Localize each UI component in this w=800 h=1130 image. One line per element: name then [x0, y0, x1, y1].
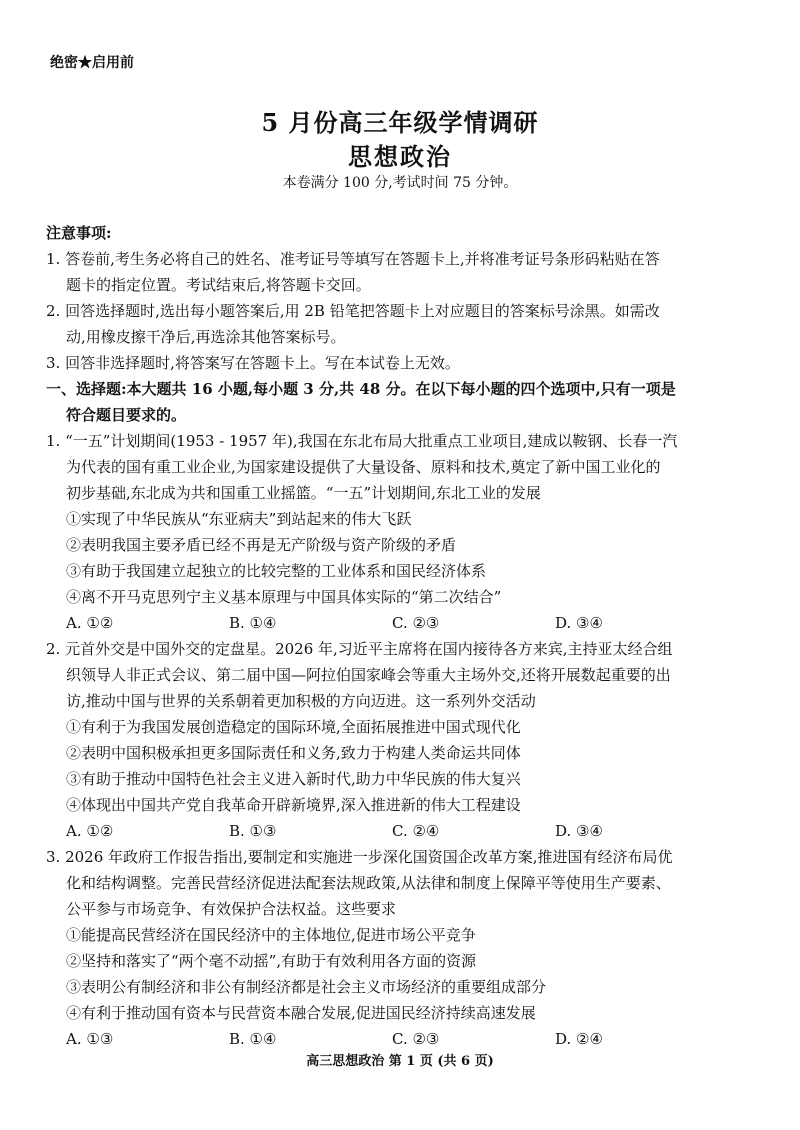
choice-b: B. ①④ — [229, 1030, 277, 1048]
choice-d: D. ③④ — [555, 822, 603, 840]
answer-choices — [46, 1026, 766, 1052]
question-option: ②表明中国积极承担更多国际责任和义务,致力于构建人类命运共同体 — [66, 744, 521, 762]
choice-d: D. ②④ — [555, 1030, 603, 1048]
exam-info: 本卷满分 100 分,考试时间 75 分钟。 — [282, 175, 518, 191]
answer-choices — [46, 610, 766, 636]
question-stem: 2. 元首外交是中国外交的定盘星。2026 年,习近平主席将在国内接待各方来宾,主持亚太经合组 — [46, 640, 673, 658]
subject-title: 思想政治 — [348, 142, 452, 171]
choice-c: C. ②③ — [392, 614, 440, 632]
question-option: ③表明公有制经济和非公有制经济都是社会主义市场经济的重要组成部分 — [66, 978, 547, 996]
question-option: ①有利于为我国发展创造稳定的国际环境,全面拓展推进中国式现代化 — [66, 718, 521, 736]
question-3 — [46, 844, 766, 1052]
notes-title: 注意事项: — [46, 224, 112, 242]
question-option: ④离不开马克思列宁主义基本原理与中国具体实际的“第二次结合” — [66, 588, 502, 606]
choice-b: B. ①③ — [229, 822, 277, 840]
question-option: ②坚持和落实了“两个毫不动摇”,有助于有效利用各方面的资源 — [66, 952, 477, 970]
choice-c: C. ②③ — [392, 1030, 440, 1048]
notes-block — [46, 220, 766, 1052]
question-option: ④体现出中国共产党自我革命开辟新境界,深入推进新的伟大工程建设 — [66, 796, 521, 814]
question-stem: 化和结构调整。完善民营经济促进法配套法规政策,从法律和制度上保障平等使用生产要素、 — [66, 874, 671, 892]
question-stem: 初步基础,东北成为共和国重工业摇篮。“一五”计划期间,东北工业的发展 — [66, 484, 541, 502]
note-line: 2. 回答选择题时,选出每小题答案后,用 2B 铅笔把答题卡上对应题目的答案标号涂黑。如需改 — [46, 302, 660, 320]
confidential-label: 绝密★启用前 — [50, 55, 134, 71]
question-option: ③有助于我国建立起独立的比较完整的工业体系和国民经济体系 — [66, 562, 487, 580]
question-stem: 公平参与市场竞争、有效保护合法权益。这些要求 — [66, 900, 397, 918]
question-stem: 织领导人非正式会议、第二届中国—阿拉伯国家峰会等重大主场外交,还将开展数起重要的出 — [66, 666, 671, 684]
question-2 — [46, 636, 766, 844]
question-stem: 3. 2026 年政府工作报告指出,要制定和实施进一步深化国资国企改革方案,推进国有经济布局优 — [46, 848, 673, 866]
question-stem: 1. “一五”计划期间(1953 - 1957 年),我国在东北布局大批重点工业项目,建成以鞍钢、长春一汽 — [46, 432, 678, 450]
exam-title: 5 月份高三年级学情调研 — [261, 108, 539, 137]
section-heading: 一、选择题:本大题共 16 小题,每小题 3 分,共 48 分。在以下每小题的四个选项中,只有一项是 — [46, 380, 676, 398]
section-heading-cont: 符合题目要求的。 — [66, 406, 187, 424]
question-option: ②表明我国主要矛盾已经不再是无产阶级与资产阶级的矛盾 — [66, 536, 457, 554]
question-option: ④有利于推动国有资本与民营资本融合发展,促进国民经济持续高速发展 — [66, 1004, 536, 1022]
answer-choices — [46, 818, 766, 844]
choice-a: A. ①③ — [66, 1030, 114, 1048]
page-footer: 高三思想政治 第 1 页 (共 6 页) — [306, 1054, 494, 1069]
question-option: ③有助于推动中国特色社会主义进入新时代,助力中华民族的伟大复兴 — [66, 770, 521, 788]
note-line: 动,用橡皮擦干净后,再选涂其他答案标号。 — [66, 328, 346, 346]
question-stem: 访,推动中国与世界的关系朝着更加积极的方向迈进。这一系列外交活动 — [66, 692, 536, 710]
choice-b: B. ①④ — [229, 614, 277, 632]
choice-d: D. ③④ — [555, 614, 603, 632]
choice-a: A. ①② — [66, 822, 114, 840]
note-line: 3. 回答非选择题时,将答案写在答题卡上。写在本试卷上无效。 — [46, 354, 460, 372]
question-option: ①能提高民营经济在国民经济中的主体地位,促进市场公平竞争 — [66, 926, 476, 944]
note-line: 1. 答卷前,考生务必将自己的姓名、准考证号等填写在答题卡上,并将准考证号条形码粘贴在答 — [46, 250, 660, 268]
choice-a: A. ①② — [66, 614, 114, 632]
choice-c: C. ②④ — [392, 822, 440, 840]
question-1 — [46, 428, 766, 636]
note-line: 题卡的指定位置。考试结束后,将答题卡交回。 — [66, 276, 371, 294]
question-stem: 为代表的国有重工业企业,为国家建设提供了大量设备、原料和技术,奠定了新中国工业化的 — [66, 458, 661, 476]
question-option: ①实现了中华民族从“东亚病夫”到站起来的伟大飞跃 — [66, 510, 412, 528]
